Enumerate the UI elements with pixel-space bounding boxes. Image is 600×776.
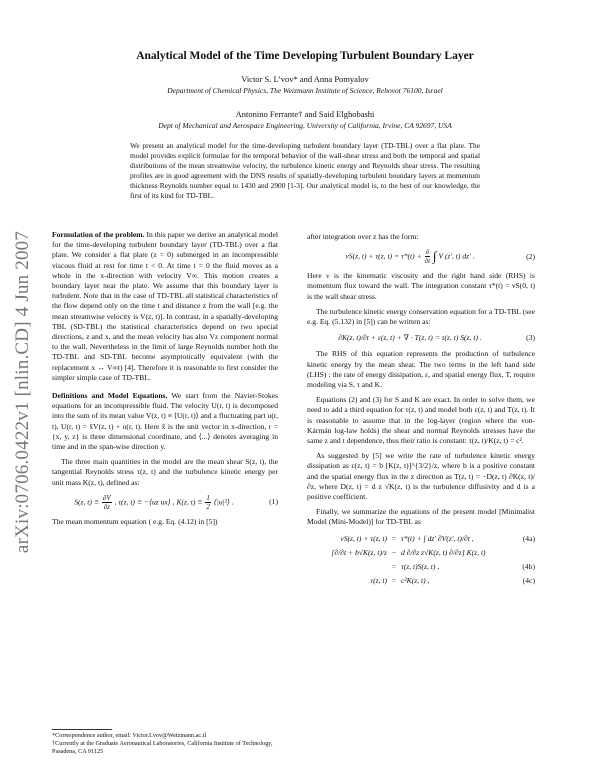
footnotes bbox=[52, 732, 278, 756]
equation-1-number: (1) bbox=[269, 497, 278, 507]
right-column bbox=[307, 232, 535, 590]
paragraph-energy-equation: The turbulence kinetic energy conservation equation for a TD-TBL (see e.g. Eq. (5.132) in [5]) can be written as: bbox=[307, 306, 535, 327]
equation-4c-relation: = bbox=[391, 576, 397, 586]
equation-1-energy-fraction bbox=[205, 494, 211, 511]
equation-1-body bbox=[52, 494, 256, 511]
equation-4a-relation: = bbox=[391, 533, 397, 543]
equation-2-number: (2) bbox=[526, 251, 535, 261]
paper-title: Analytical Model of the Time Developing Turbulent Boundary Layer bbox=[136, 50, 474, 62]
paragraph-quantities: The three main quantities in the model are the mean shear S(z, t), the tangential Reynolds stress τ(z, t) and the turbulence kinetic energy per unit mass K(z, t), defined as: bbox=[52, 457, 278, 487]
footnote-correspondence: *Correspondence author, email: Victor.Lvov@Weizmann.ac.il bbox=[52, 732, 207, 739]
equation-2-time-derivative bbox=[425, 248, 430, 265]
footnote-divider bbox=[52, 729, 112, 730]
equation-4c-rhs: c²K(z, t) , bbox=[401, 576, 430, 586]
paragraph-rhs-production: The RHS of this equation represents the production of turbulence kinetic energy by the mean shear. The two terms in the left hand side (LHS) : the rate of energy dissipation, ε, and spatial energy flux, T, require modeling via S, τ and K. bbox=[307, 349, 535, 390]
author-line-2: Antonino Ferrante† and Said Elghobashi bbox=[235, 109, 375, 119]
equation-4c bbox=[307, 576, 535, 586]
equation-4b-relation: − bbox=[391, 547, 397, 557]
equation-1-stress-term: , τ(z, t) ≡ −⟨uz ux⟩ , K(z, t) ≡ bbox=[114, 497, 203, 507]
equation-3-body: ∂K(z, t)/∂t + ε(z, t) + ∇ · T(z, t) = τ(z, t) S(z, t) . bbox=[338, 333, 482, 343]
equation-system-4 bbox=[307, 534, 535, 587]
equation-4b-rhs: d ∂/∂z z√K(z, t) ∂/∂z] K(z, t) bbox=[401, 547, 486, 557]
equation-2-body bbox=[307, 248, 513, 265]
arxiv-identifier: arXiv:0706.0422v1 [nlin.CD] 4 Jun 2007 bbox=[12, 230, 34, 554]
equation-4c-lhs: τ(z, t) bbox=[370, 576, 387, 586]
equation-1-shear-lhs: S(z, t) ≡ bbox=[74, 497, 99, 507]
paragraph-formulation-text: In this paper we derive an analytical model for the time-developing turbulent boundary layer (TD-TBL) over a flat plate. We consider a flat plate (z = 0) submerged in an incompressible viscous fluid at rest for time t < 0. At time t = 0 the fluid moves as a whole in the x-direction with velocity V∞. This motion creates a boundary layer near the plate. We assume that this boundary layer is turbulent. Note that in the case of TD-TBL all statistical characteristics of the flow depend only on the time t and distance z from the wall [e.g. the mean streamwise velocity is V(z, t)]. In contrast, in a spatially-developing TBL (SD-TBL) the statistical characteristics depend on two special directions, z and x, and the mean velocity has also Vz component normal to the wall. Nevertheless in the limit of large Reynolds number both the TD-TBL and SD-TBL become asymptotically equivalent (with the replacement x ↔ V∞t) [4]. Therefore it is reasonable to first consider the simpler simple case of TD-TBL. bbox=[52, 230, 278, 382]
section-heading-definitions: Definitions and Model Equations. bbox=[52, 391, 168, 401]
equation-4b-line-2 bbox=[307, 562, 535, 572]
paragraph-definitions bbox=[52, 391, 278, 452]
paragraph-dissipation: As suggested by [5] we write the rate of turbulence kinetic energy dissipation as ε(z, t) = b [K(z, t)]^{3/2}/z, where b is a positive constant and the spatial energy flux in the z direction as T(z, t) = −D(z, t) ∂K(z, t)/∂z, where D(z, t) = d z √K(z, t) is the turbulence diffusivity and d is a positive coefficient. bbox=[307, 451, 535, 502]
equation-1-energy-rhs: ⟨|u|²⟩ . bbox=[213, 497, 234, 507]
arxiv-sidebar-stamp bbox=[10, 212, 36, 572]
equation-2 bbox=[307, 248, 535, 265]
paragraph-momentum: The mean momentum equation ( e.g. Eq. (4.12) in [5]) bbox=[52, 516, 218, 526]
paragraph-integration: after integration over z has the form: bbox=[307, 232, 419, 241]
equation-4c-number: (4c) bbox=[522, 576, 535, 586]
equation-4b-line-2-relation: = bbox=[391, 562, 397, 572]
equation-4a-rhs: τ*(t) + ∫ dz′ ∂V(z′, t)/∂t , bbox=[401, 533, 474, 543]
equation-4a bbox=[307, 534, 535, 544]
affiliation-line-1: Department of Chemical Physics, The Weizmann Institute of Science, Rehovot 76100, Israel bbox=[167, 86, 443, 95]
section-heading-formulation: Formulation of the problem. bbox=[52, 230, 145, 239]
paragraph-formulation bbox=[52, 230, 278, 383]
left-column bbox=[52, 230, 278, 532]
equation-2-integral-sign: ∫ bbox=[433, 248, 437, 264]
equation-2-rhs: V (z′, t) dz′ . bbox=[438, 251, 475, 261]
paragraph-viscosity: Here ν is the kinematic viscosity and the right hand side (RHS) is momentum flux toward the wall. The integration constant τ*(t) = νS(0, t) is the wall shear stress. bbox=[307, 271, 535, 301]
equation-1-shear-denominator: ∂z bbox=[103, 502, 110, 511]
equation-3-number: (3) bbox=[526, 333, 535, 343]
equation-4b-number: (4b) bbox=[522, 562, 535, 572]
equation-4b-lhs: [∂/∂t + b√K(z, t)/z bbox=[331, 547, 387, 557]
paragraph-exact-equations: Equations (2) and (3) for S and K are exact. In order to solve them, we need to add a third equation for τ(z, t) and model both ε(z, t) and T(z, t). It is reasonable to assume that in the log-layer (region where the von-Kármán log-law holds) the shear and normal Reynolds stresses have the same z and t dependence, thus their ratio is constant: τ(z, t)/K(z, t) = c². bbox=[307, 395, 535, 446]
equation-1 bbox=[52, 494, 278, 511]
equation-1-energy-denominator: 2 bbox=[206, 502, 210, 511]
equation-2-lhs: νS(z, t) + τ(z, t) = τ*(t) + bbox=[345, 251, 422, 261]
footnote-current-address: †Currently at the Graduate Aeronautical Laboratories, California Institute of Technology, Pasadena, CA 91125 bbox=[52, 740, 273, 755]
abstract: We present an analytical model for the time-developing turbulent boundary layer (TD-TBL) over a flat plate. The model provides explicit formulae for the temporal behavior of the wall-shear stress and both the temporal and spatial distributions of the mean streamwise velocity, the turbulence kinetic energy and Reynolds shear stress. The resulting profiles are in good agreement with the DNS results of spatially-developing turbulent boundary layers at momentum thickness Reynolds number equal to 1430 and 2900 [1-3]. Our analytical model is, to the best of our knowledge, the first of its kind for TD-TBL. bbox=[130, 141, 480, 201]
equation-4b-line-1 bbox=[307, 548, 535, 558]
equation-3 bbox=[307, 333, 535, 343]
affiliation-line-2: Dept of Mechanical and Aerospace Engineering, University of California, Irvine, CA 92697, USA bbox=[158, 121, 452, 130]
author-line-1: Victor S. L’vov* and Anna Pomyalov bbox=[241, 74, 369, 84]
equation-4a-number: (4a) bbox=[522, 533, 535, 543]
equation-4a-lhs: νS(z, t) + τ(z, t) bbox=[340, 533, 387, 543]
equation-2-derivative-numerator: ∂ bbox=[425, 248, 430, 257]
equation-4b-line-2-rhs: τ(z, t)S(z, t) , bbox=[401, 562, 440, 572]
equation-1-energy-numerator: 1 bbox=[206, 493, 210, 502]
equation-1-shear-fraction bbox=[102, 494, 112, 511]
paragraph-definitions-text: We start from the Navier-Stokes equations for an incompressible fluid. The velocity U(r, t) is decomposed into the sum of its mean value V(z, t) ≡ ⟨U(r, t)⟩ and a fluctuating part u(r, t), U(r, t) = x̂V(z, t) + u(r, t). Here x̂ is the unit vector in x-direction, r = {x, y, z} is three dimensional coordinate, and ⟨...⟩ denotes averaging in time and in the span-wise direction y. bbox=[52, 391, 279, 452]
equation-2-derivative-denominator: ∂t bbox=[424, 257, 431, 266]
paragraph-summary: Finally, we summarize the equations of the present model [Minimalist Model (Mini-Model)] for TD-TBL as bbox=[307, 507, 535, 527]
equation-1-shear-numerator: ∂V bbox=[102, 493, 111, 502]
